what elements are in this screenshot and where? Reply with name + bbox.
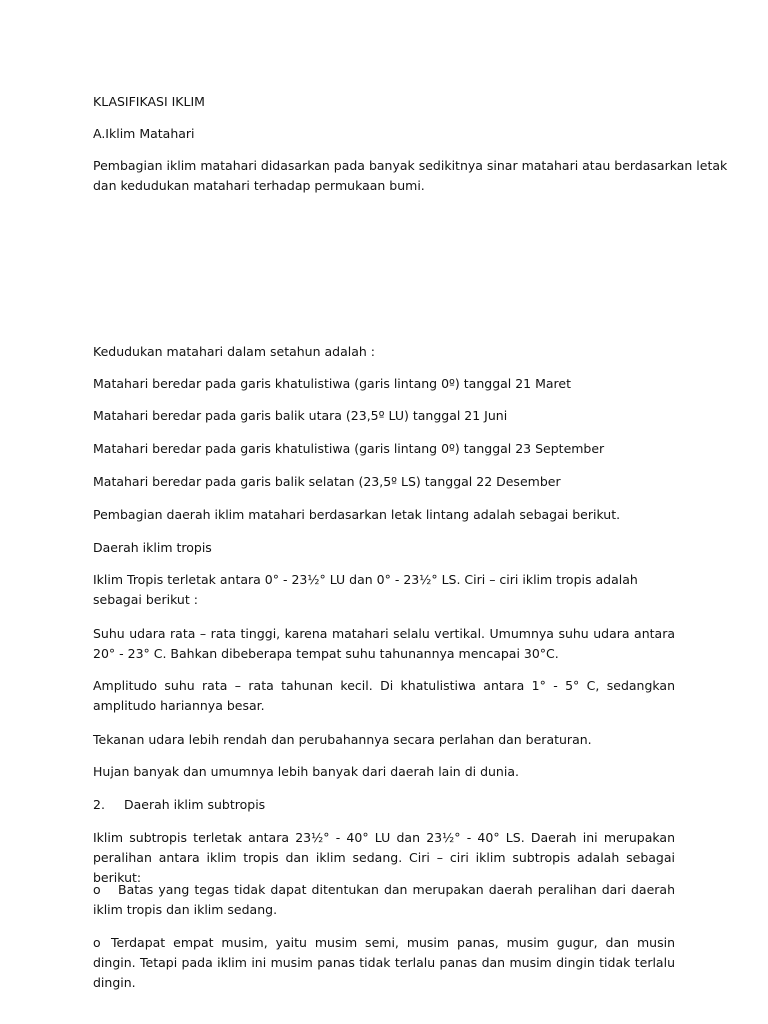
sun-position-item: Matahari beredar pada garis balik selatan (23,5º LS) tanggal 22 Desember [93, 474, 561, 489]
subtropis-heading-row [93, 795, 265, 815]
sun-position-item: Matahari beredar pada garis khatulistiwa (garis lintang 0º) tanggal 21 Maret [93, 376, 572, 391]
subtropis-trait-text: Batas yang tegas tidak dapat ditentukan dan merupakan daerah peralihan dari daerah iklim tropis dan iklim sedang. [93, 882, 675, 917]
subtropis-description: Iklim subtropis terletak antara 23½° - 40° LU dan 23½° - 40° LS. Daerah ini merupakan peralihan antara iklim tropis dan iklim sedang. Ciri – ciri iklim subtropis adalah sebagai berikut: [93, 830, 675, 885]
bullet-marker: o [93, 882, 101, 897]
tropis-trait: Tekanan udara lebih rendah dan perubahannya secara perlahan dan beraturan. [93, 732, 592, 747]
tropis-trait: Hujan banyak dan umumnya lebih banyak dari daerah lain di dunia. [93, 764, 519, 779]
section-heading-iklim-matahari: A.Iklim Matahari [93, 126, 195, 141]
bullet-marker: o [93, 935, 101, 950]
subtropis-heading: Daerah iklim subtropis [124, 797, 266, 812]
tropis-trait: Amplitudo suhu rata – rata tahunan kecil. Di khatulistiwa antara 1° - 5° C, sedangkan amplitudo hariannya besar. [93, 678, 675, 713]
division-intro: Pembagian daerah iklim matahari berdasarkan letak lintang adalah sebagai berikut. [93, 507, 621, 522]
intro-paragraph-line-2: dan kedudukan matahari terhadap permukaan bumi. [93, 178, 425, 193]
list-number: 2. [93, 797, 105, 812]
subtropis-trait [93, 880, 675, 920]
document-title: KLASIFIKASI IKLIM [93, 94, 205, 109]
tropis-trait: Suhu udara rata – rata tinggi, karena matahari selalu vertikal. Umumnya suhu udara antara 20° - 23° C. Bahkan dibeberapa tempat suhu tahunannya mencapai 30°C. [93, 626, 675, 661]
subtropis-trait [93, 933, 675, 993]
tropis-heading: Daerah iklim tropis [93, 540, 212, 555]
sun-position-heading: Kedudukan matahari dalam setahun adalah : [93, 344, 375, 359]
subtropis-trait-text: Terdapat empat musim, yaitu musim semi, musim panas, musim gugur, dan musin dingin. Tetapi pada iklim ini musim panas tidak terlalu panas dan musim dingin tidak terlalu dingin. [93, 935, 675, 990]
tropis-description: Iklim Tropis terletak antara 0° - 23½° LU dan 0° - 23½° LS. Ciri – ciri iklim tropis adalah sebagai berikut : [93, 572, 638, 607]
sun-position-item: Matahari beredar pada garis khatulistiwa (garis lintang 0º) tanggal 23 September [93, 441, 605, 456]
intro-paragraph-line-1: Pembagian iklim matahari didasarkan pada banyak sedikitnya sinar matahari atau berdasarkan letak [93, 158, 728, 173]
sun-position-item: Matahari beredar pada garis balik utara (23,5º LU) tanggal 21 Juni [93, 408, 508, 423]
